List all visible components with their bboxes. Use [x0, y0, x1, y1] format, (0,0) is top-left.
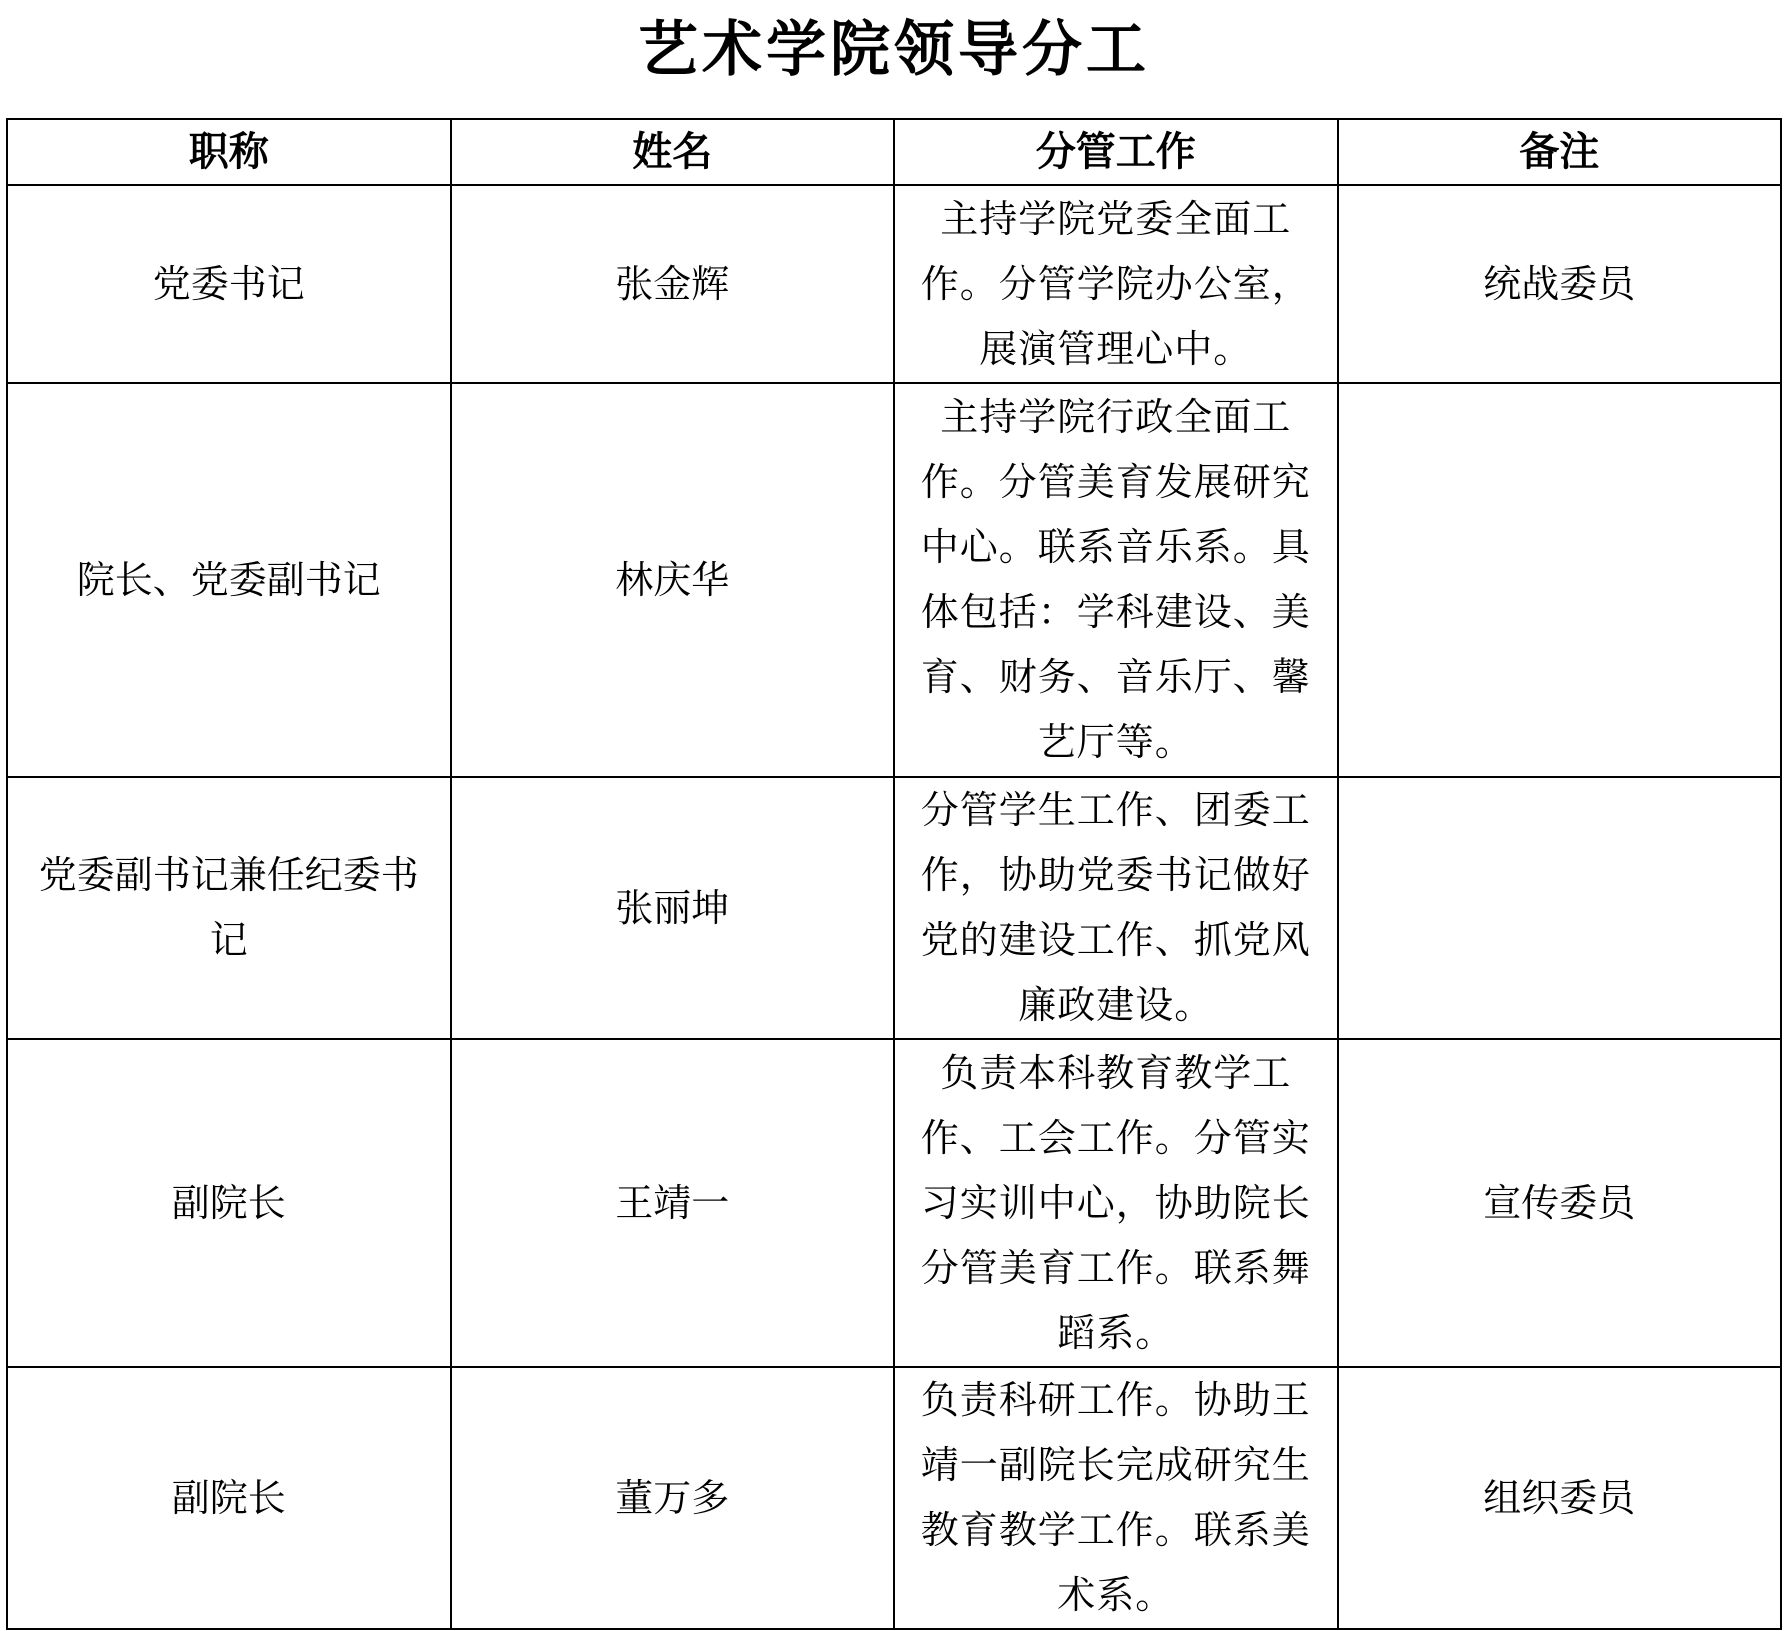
table-header-row	[7, 119, 1781, 185]
cell-duty	[894, 1367, 1338, 1629]
page-title: 艺术学院领导分工	[638, 15, 1150, 85]
cell-note: 宣传委员	[1338, 1039, 1782, 1367]
cell-duty	[894, 185, 1338, 383]
cell-note: 统战委员	[1338, 185, 1782, 383]
cell-rank	[7, 185, 451, 383]
table-row	[7, 1039, 1781, 1367]
column-header-name: 姓名	[451, 119, 895, 185]
duty-text: 主持学院行政全面工作。分管美育发展研究中心。联系音乐系。具体包括：学科建设、美育、财务、音乐厅、馨艺厅等。	[920, 395, 1311, 764]
table-row	[7, 383, 1781, 777]
rank-text: 院长、党委副书记	[76, 557, 381, 602]
cell-rank	[7, 1367, 451, 1629]
cell-name: 董万多	[451, 1367, 895, 1629]
cell-name: 王靖一	[451, 1039, 895, 1367]
table-row	[7, 1367, 1781, 1629]
column-header-rank: 职称	[7, 119, 451, 185]
cell-duty	[894, 1039, 1338, 1367]
cell-name: 张金辉	[451, 185, 895, 383]
column-header-note: 备注	[1338, 119, 1782, 185]
cell-note: 组织委员	[1338, 1367, 1782, 1629]
table-row	[7, 185, 1781, 383]
rank-text: 副院长	[171, 1475, 286, 1520]
table-row	[7, 777, 1781, 1039]
cell-duty	[894, 777, 1338, 1039]
column-header-duty: 分管工作	[894, 119, 1338, 185]
cell-name: 林庆华	[451, 383, 895, 777]
duty-text: 负责科研工作。协助王靖一副院长完成研究生教育教学工作。联系美术系。	[920, 1378, 1311, 1617]
rank-text: 党委书记	[152, 261, 305, 306]
duty-text: 负责本科教育教学工作、工会工作。分管实习实训中心，协助院长分管美育工作。联系舞蹈系。	[920, 1050, 1311, 1355]
duty-text: 主持学院党委全面工作。分管学院办公室，展演管理心中。	[920, 196, 1311, 371]
cell-note	[1338, 777, 1782, 1039]
duty-text: 分管学生工作、团委工作，协助党委书记做好党的建设工作、抓党风廉政建设。	[920, 788, 1311, 1027]
cell-note	[1338, 383, 1782, 777]
cell-name: 张丽坤	[451, 777, 895, 1039]
rank-text: 党委副书记兼任纪委书记	[38, 853, 419, 962]
cell-rank	[7, 777, 451, 1039]
cell-rank	[7, 1039, 451, 1367]
rank-text: 副院长	[171, 1180, 286, 1225]
leadership-table	[6, 118, 1782, 1630]
cell-rank	[7, 383, 451, 777]
cell-duty	[894, 383, 1338, 777]
